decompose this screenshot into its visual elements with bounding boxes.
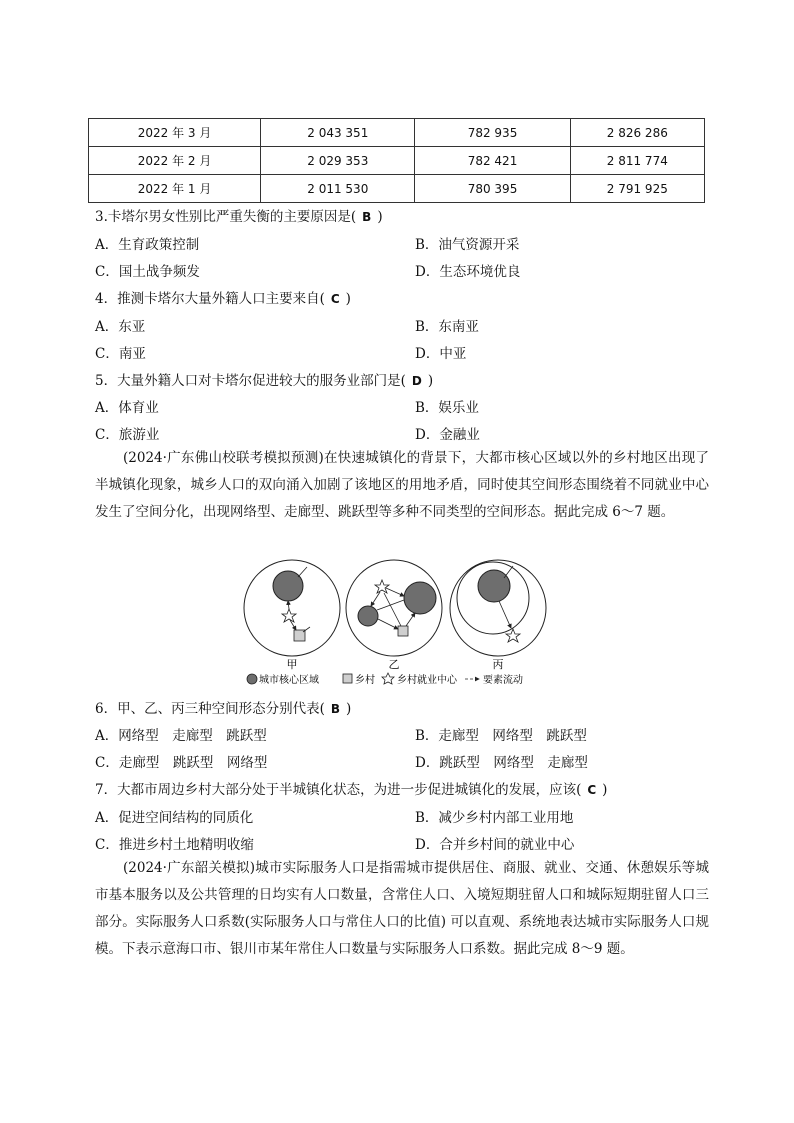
answer-letter: C [330, 292, 340, 306]
table-cell: 782 421 [415, 147, 570, 175]
option-a: A．东亚 [95, 319, 146, 335]
flow-arrow [371, 592, 380, 606]
question-7 [95, 778, 607, 798]
answer-letter: C [587, 783, 597, 797]
table-row [89, 119, 705, 147]
flow-arrow [303, 627, 310, 632]
question-close: ) [427, 373, 434, 389]
legend [247, 673, 523, 686]
question-close: ) [345, 291, 351, 307]
table-cell: 2022 年 1 月 [89, 175, 261, 203]
panel-jia [244, 560, 340, 656]
option-d: D．生态环境优良 [415, 264, 521, 280]
panel-label: 乙 [388, 658, 400, 671]
question-6 [95, 697, 351, 717]
legend-village-icon [343, 674, 352, 683]
panel-label: 甲 [286, 658, 298, 671]
option-b: B．走廊型 网络型 跳跃型 [415, 728, 587, 744]
option-a: A．体育业 [95, 400, 159, 416]
question-stem: 7．大都市周边乡村大部分处于半城镇化状态，为进一步促进城镇化的发展，应该( [95, 782, 582, 798]
answer-letter: B [362, 210, 372, 224]
table-cell: 2 811 774 [570, 147, 704, 175]
option-a: A．生育政策控制 [95, 237, 200, 253]
flow-arrow [504, 566, 513, 578]
city-core [404, 582, 436, 614]
option-c: C．走廊型 跳跃型 网络型 [95, 755, 268, 771]
question-3 [95, 205, 383, 225]
flow-arrow [298, 567, 307, 577]
intro-paragraph-6-7: (2024·广东佛山校联考模拟预测)在快速城镇化的背景下，大都市核心区域以外的乡村地区出现了半城镇化现象，城乡人口的双向涌入加剧了该地区的用地矛盾，同时使其空间形态围绕着不同就业中心发生了空间分化，出现网络型、走廊型、跳跃型等多种不同类型的空间形态。据此完成 6～7 题。 [95, 450, 709, 520]
table-row [89, 147, 705, 175]
legend-core-label: 城市核心区域 [259, 675, 319, 686]
table-cell: 782 935 [415, 119, 570, 147]
question-close: ) [602, 782, 608, 798]
city-core [273, 571, 303, 601]
option-a: A．促进空间结构的同质化 [95, 810, 254, 826]
flow-arrow [377, 600, 404, 610]
city-core [478, 570, 510, 602]
legend-center-icon [382, 673, 394, 684]
option-b: B．油气资源开采 [415, 237, 520, 253]
table-cell: 2 043 351 [261, 119, 415, 147]
flow-arrow [499, 601, 511, 628]
flow-arrow [378, 619, 398, 629]
panel-label: 丙 [492, 658, 504, 671]
table-cell: 2 791 925 [570, 175, 704, 203]
option-d: D．跳跃型 网络型 走廊型 [415, 755, 588, 771]
option-d: D．中亚 [415, 346, 467, 362]
answer-letter: D [411, 374, 422, 388]
question-5 [95, 369, 433, 389]
flow-arrow [406, 613, 415, 626]
village-icon [398, 626, 408, 636]
option-c: C．旅游业 [95, 427, 160, 443]
question-stem: 4．推测卡塔尔大量外籍人口主要来自( [95, 291, 325, 307]
table-row [89, 175, 705, 203]
question-stem: 3.卡塔尔男女性别比严重失衡的主要原因是( [95, 209, 357, 225]
option-c: C．南亚 [95, 346, 146, 362]
spatial-form-diagram [243, 556, 553, 690]
table-cell: 2022 年 3 月 [89, 119, 261, 147]
question-4 [95, 287, 351, 307]
city-core [358, 606, 378, 626]
answer-letter: B [330, 702, 341, 716]
flow-arrow [384, 593, 401, 626]
legend-center-label: 乡村就业中心 [397, 675, 457, 686]
option-b: B．东南亚 [415, 319, 479, 335]
employment-center-icon [375, 580, 389, 593]
flow-arrow [386, 588, 404, 596]
option-b: B．娱乐业 [415, 400, 479, 416]
population-table [88, 118, 705, 203]
table-cell: 2 011 530 [261, 175, 415, 203]
flow-arrow [288, 601, 289, 609]
question-close: ) [377, 209, 383, 225]
table-cell: 2 029 353 [261, 147, 415, 175]
option-b: B．减少乡村内部工业用地 [415, 810, 574, 826]
option-c: C．推进乡村土地精明收缩 [95, 837, 254, 853]
question-close: ) [346, 701, 352, 717]
option-d: D．金融业 [415, 427, 480, 443]
panel-yi [346, 560, 442, 656]
table-cell: 2 826 286 [570, 119, 704, 147]
legend-core-icon [247, 674, 257, 684]
question-stem: 5．大量外籍人口对卡塔尔促进较大的服务业部门是( [95, 373, 406, 389]
intro-paragraph-8-9: (2024·广东韶关模拟)城市实际服务人口是指需城市提供居住、商服、就业、交通、休憩娱乐等城市基本服务以及公共管理的日均实有人口数量，含常住人口、入境短期驻留人口和城际短期驻留人口三部分。实际服务人口系数(实际服务人口与常住人口的比值) 可以直观、系统地表达城市实际服务人口规模。下表示意海口市、银川市某年常住人口数量与实际服务人口系数。据此完成 8～9 题。 [95, 860, 709, 957]
table-cell: 780 395 [415, 175, 570, 203]
option-a: A．网络型 走廊型 跳跃型 [95, 728, 267, 744]
employment-center-icon [282, 609, 296, 622]
table-cell: 2022 年 2 月 [89, 147, 261, 175]
legend-flow-label: 要素流动 [483, 675, 523, 686]
legend-village-label: 乡村 [355, 675, 375, 686]
question-stem: 6．甲、乙、丙三种空间形态分别代表( [95, 701, 325, 717]
option-d: D．合并乡村间的就业中心 [415, 837, 575, 853]
panel-bing [450, 560, 546, 656]
option-c: C．国土战争频发 [95, 264, 200, 280]
